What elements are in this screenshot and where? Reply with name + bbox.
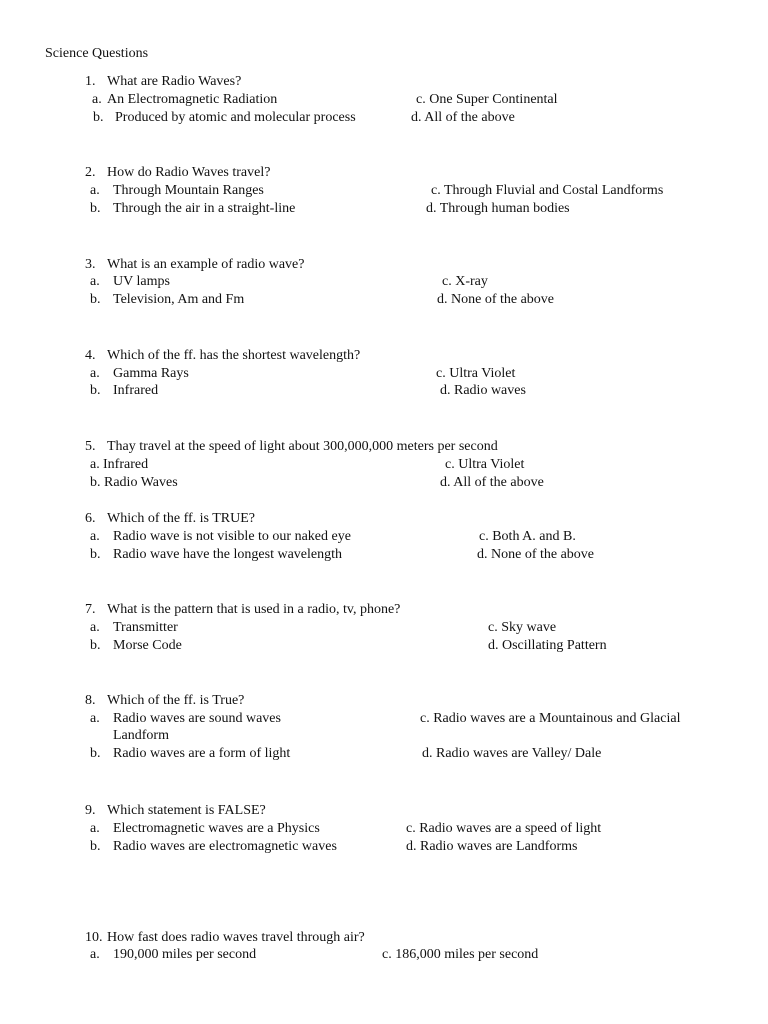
option-b-text: Radio Waves bbox=[104, 475, 178, 490]
option-d: d. None of the above bbox=[437, 292, 555, 307]
option-c: c. Both A. and B. bbox=[479, 529, 576, 544]
option-a-marker: a. bbox=[90, 183, 100, 198]
question-text: What are Radio Waves? bbox=[107, 74, 242, 89]
option-b-text: Radio wave have the longest wavelength bbox=[113, 547, 342, 562]
option-d: d. Through human bodies bbox=[426, 201, 570, 216]
option-a-text-continued: Landform bbox=[113, 728, 169, 743]
option-a-text: UV lamps bbox=[113, 274, 170, 289]
option-b-text: Infrared bbox=[113, 383, 159, 398]
question-text: Which of the ff. is TRUE? bbox=[107, 511, 256, 526]
question-number: 3. bbox=[85, 257, 96, 272]
question-number: 2. bbox=[85, 165, 96, 180]
option-a-text: Radio wave is not visible to our naked eye bbox=[113, 529, 351, 544]
question-text: What is the pattern that is used in a radio, tv, phone? bbox=[107, 602, 401, 617]
question-number: 8. bbox=[85, 693, 96, 708]
question-text: How fast does radio waves travel through air? bbox=[107, 930, 365, 945]
option-c: c. Radio waves are a speed of light bbox=[406, 821, 602, 836]
option-b-text: Radio waves are electromagnetic waves bbox=[113, 839, 337, 854]
option-b-text: Produced by atomic and molecular process bbox=[115, 110, 356, 125]
option-a-marker: a. bbox=[90, 620, 100, 635]
option-a-marker: a. bbox=[90, 529, 100, 544]
option-b-marker: b. bbox=[90, 746, 101, 761]
option-b-text: Through the air in a straight-line bbox=[113, 201, 296, 216]
option-a-text: Radio waves are sound waves bbox=[113, 711, 281, 726]
question-text: What is an example of radio wave? bbox=[107, 257, 305, 272]
option-b-marker: b. bbox=[90, 383, 101, 398]
option-b-marker: b. bbox=[90, 201, 101, 216]
option-a-marker: a. bbox=[90, 711, 100, 726]
option-a-text: 190,000 miles per second bbox=[113, 947, 257, 962]
option-b-text: Morse Code bbox=[113, 638, 182, 653]
option-d: d. Radio waves bbox=[440, 383, 526, 398]
option-d: d. None of the above bbox=[477, 547, 595, 562]
option-a-marker: a. bbox=[90, 274, 100, 289]
option-c: c. Through Fluvial and Costal Landforms bbox=[431, 183, 664, 198]
option-a-text: Through Mountain Ranges bbox=[113, 183, 264, 198]
option-d: d. Oscillating Pattern bbox=[488, 638, 607, 653]
option-d: d. Radio waves are Landforms bbox=[406, 839, 578, 854]
option-c: c. Ultra Violet bbox=[436, 366, 516, 381]
question-number: 9. bbox=[85, 803, 96, 818]
option-b-marker: b. bbox=[90, 638, 101, 653]
option-c: c. Radio waves are a Mountainous and Glacial bbox=[420, 711, 681, 726]
option-d: d. Radio waves are Valley/ Dale bbox=[422, 746, 602, 761]
question-number: 7. bbox=[85, 602, 96, 617]
option-c: c. 186,000 miles per second bbox=[382, 947, 539, 962]
option-b-marker: b. bbox=[90, 547, 101, 562]
option-b-text: Television, Am and Fm bbox=[113, 292, 245, 307]
option-d: d. All of the above bbox=[411, 110, 515, 125]
option-a-text: An Electromagnetic Radiation bbox=[107, 92, 278, 107]
option-a-marker: a. bbox=[90, 821, 100, 836]
document-title: Science Questions bbox=[45, 46, 149, 61]
option-a-text: Gamma Rays bbox=[113, 366, 189, 381]
option-b-marker: b. bbox=[90, 475, 101, 490]
option-c: c. Ultra Violet bbox=[445, 457, 525, 472]
option-b-marker: b. bbox=[93, 110, 104, 125]
option-a-marker: a. bbox=[90, 366, 100, 381]
option-a-marker: a. bbox=[92, 92, 102, 107]
option-a-text: Electromagnetic waves are a Physics bbox=[113, 821, 320, 836]
option-a-text: Infrared bbox=[103, 457, 149, 472]
option-c: c. Sky wave bbox=[488, 620, 557, 635]
question-text: Which statement is FALSE? bbox=[107, 803, 266, 818]
option-d: d. All of the above bbox=[440, 475, 544, 490]
option-c: c. One Super Continental bbox=[416, 92, 558, 107]
question-number: 10. bbox=[85, 930, 103, 945]
question-number: 5. bbox=[85, 439, 96, 454]
question-text: Thay travel at the speed of light about 300,000,000 meters per second bbox=[107, 439, 498, 454]
option-a-marker: a. bbox=[90, 947, 100, 962]
question-number: 1. bbox=[85, 74, 96, 89]
option-a-text: Transmitter bbox=[113, 620, 178, 635]
option-b-marker: b. bbox=[90, 839, 101, 854]
option-b-marker: b. bbox=[90, 292, 101, 307]
question-number: 4. bbox=[85, 348, 96, 363]
question-text: How do Radio Waves travel? bbox=[107, 165, 271, 180]
option-a-marker: a. bbox=[90, 457, 100, 472]
option-c: c. X-ray bbox=[442, 274, 488, 289]
question-text: Which of the ff. has the shortest wavelength? bbox=[107, 348, 361, 363]
option-b-text: Radio waves are a form of light bbox=[113, 746, 291, 761]
question-text: Which of the ff. is True? bbox=[107, 693, 245, 708]
question-number: 6. bbox=[85, 511, 96, 526]
